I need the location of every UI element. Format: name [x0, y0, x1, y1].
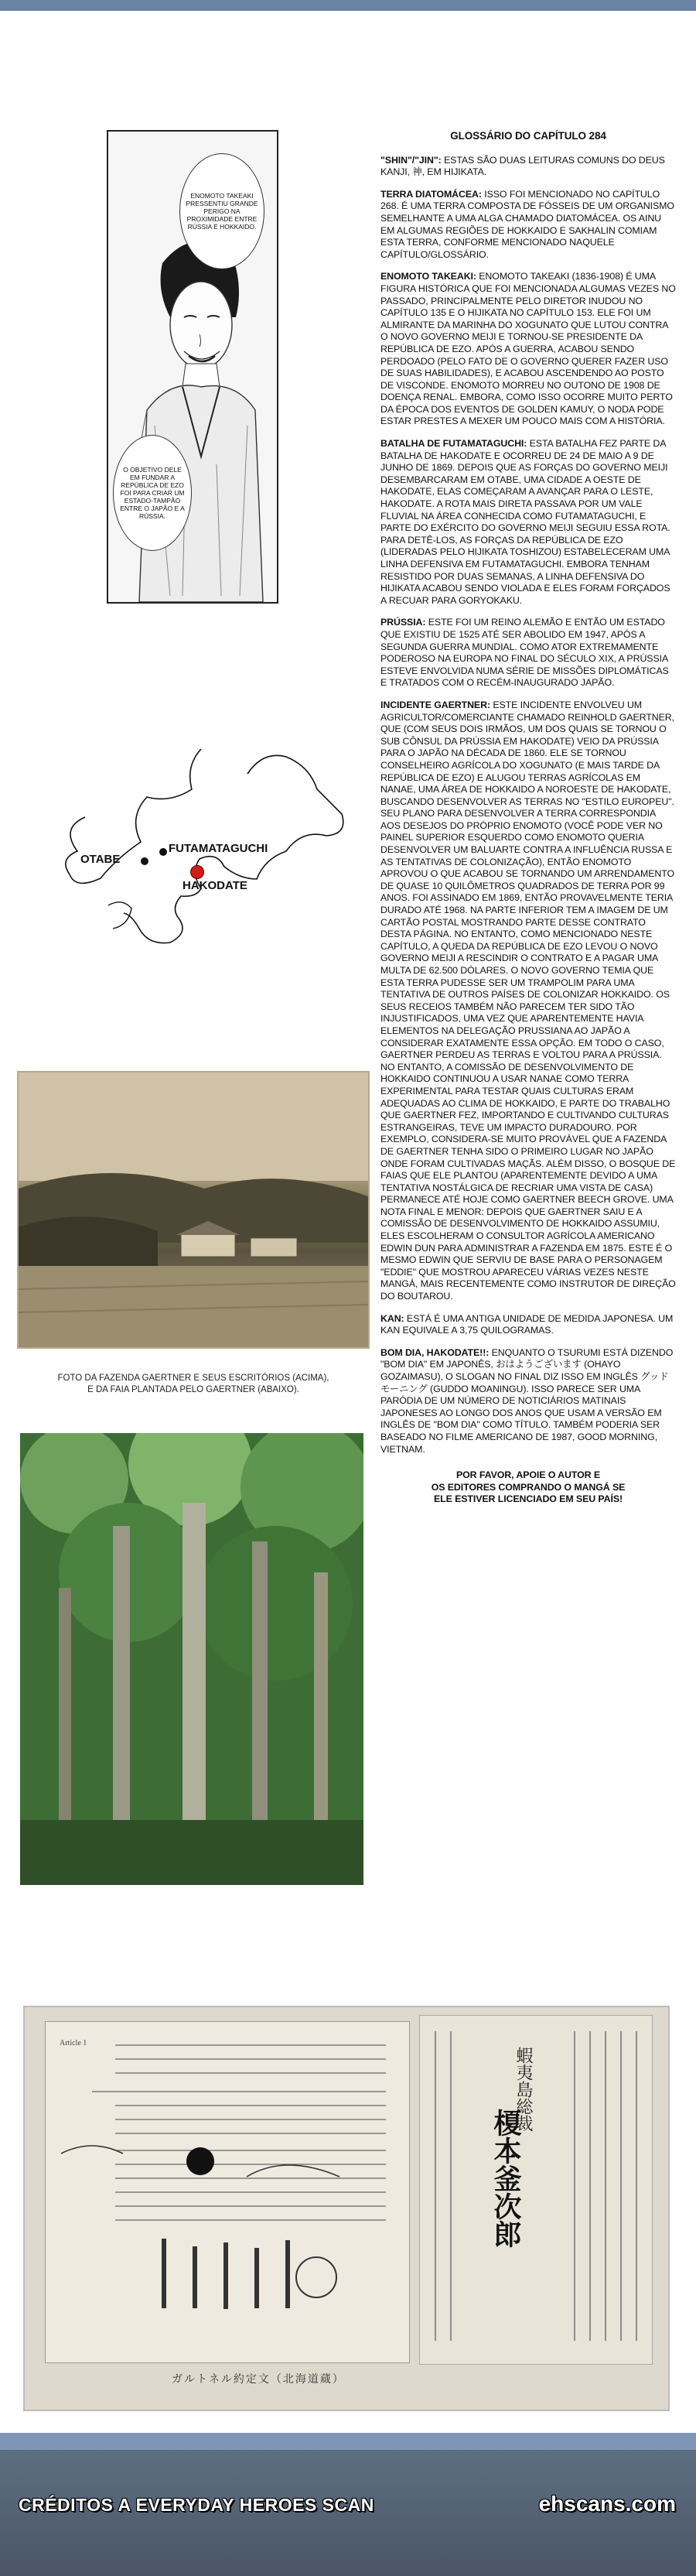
marker-otabe	[141, 857, 148, 865]
glossary-entry	[380, 189, 676, 262]
marker-futamataguchi	[159, 848, 167, 856]
entry-term: ENOMOTO TAKEAKI:	[380, 271, 476, 282]
entry-term: INCIDENTE GAERTNER:	[380, 699, 490, 710]
entry-text: ENOMOTO TAKEAKI (1836-1908) É UMA FIGURA HISTÓRICA QUE FOI MENCIONADA ALGUMAS VEZES NO PASSADO, PRINCIPALMENTE PELO DIRETOR INUDOU NO CAPÍTULO 135 E O HIJIKATA NO CAPÍTULO 153. ELE FOI UM ALMIRANTE DA MARINHA DO XOGUNATO QUE LUTOU CONTRA O NOVO GOVERNO MEIJI E TORNOU-SE PRESIDENTE DA REPÚBLICA DE EZO. APÓS A GUERRA, ACABOU SENDO PERDOADO (PELO FATO DE O GOVERNO QUERER FAZER USO DE SUAS HABILIDADES), E ACABOU ASCENDENDO AO POSTO DE VISCONDE. ENOMOTO MORREU NO OUTONO DE 1908 DE DOENÇA RENAL. EMBORA, COMO ISSO OCORRE MUITO PERTO DA ÉPOCA DOS EVENTOS DE GOLDEN KAMUY, O NODA PODE ESTAR PRESTES A MEXER UM POUCO MAIS COM A HISTÓRIA.	[380, 271, 676, 427]
glossary-entry	[380, 1347, 676, 1456]
entry-text: ENQUANTO O TSURUMI ESTÁ DIZENDO "BOM DIA" EM JAPONÊS, おはようございます (OHAYO GOZAIMASU), O SLOGAN NO FINAL DIZ ISSO EM INGLÊS グッドモーニング (GUDDO MOANINGU). ISSO PARECE SER UMA PARÓDIA DE UM NÚMERO DE NOTICIÁRIOS MATINAIS JAPONESES AO LONGO DOS ANOS QUE USAM A VERSÃO EM INGLÊS DE "BOM DIA" COMO TÍTULO. TAMBÉM PODERIA SER BASEADO NO FILME AMERICANO DE 1987, GOOD MORNING, VIETNAM.	[380, 1346, 674, 1455]
glossary-entry	[380, 271, 676, 428]
speech-bubble-bottom: O OBJETIVO DELE EM FUNDAR A REPÚBLICA DE EZO FOI PARA CRIAR UM ESTADO-TAMPÃO ENTRE O JAPÃO E A RÚSSIA.	[113, 435, 192, 551]
entry-term: TERRA DIATOMÁCEA:	[380, 188, 482, 200]
top-bar	[0, 0, 696, 11]
entry-text: ESTA BATALHA FEZ PARTE DA BATALHA DE HAKODATE E OCORREU DE 24 DE MAIO A 9 DE JUNHO DE 1869. DEPOIS QUE AS FORÇAS DO GOVERNO MEIJI DESEMBARCARAM EM OTABE, UMA CIDADE A OESTE DE HAKODATE, ELAS COMEÇARAM A AVANÇAR PARA O LESTE, HAKODATE. A ROTA MAIS DIRETA PASSAVA POR UM VALE FLUVIAL NA ÁREA CONHECIDA COMO FUTAMATAGUCHI, E PARTE DO EXÉRCITO DO GOVERNO MEIJI SEGUIU ESSA ROTA. PARA DETÊ-LOS, AS FORÇAS DA REPÚBLICA DE EZO (LIDERADAS PELO HIJIKATA TOSHIZOU) ESTABELECERAM UMA LINHA DEFENSIVA EM FUTAMATAGUCHI. EMBORA TENHAM RESISTIDO POR DUAS SEMANAS, A LINHA DEFENSIVA DO HIJIKATA ACABOU SENDO VIOLADA E ELES FORAM FORÇADOS A RECUAR PARA GORYOKAKU.	[380, 438, 670, 606]
appeal-line: POR FAVOR, APOIE O AUTOR E	[455, 1469, 601, 1481]
entry-term: BATALHA DE FUTAMATAGUCHI:	[380, 438, 527, 450]
entry-term: "SHIN"/"JIN":	[380, 154, 442, 166]
photo-caption	[31, 1373, 356, 1396]
signatory-name: 榎本釜次郎	[490, 2109, 522, 2248]
glossary-entry	[380, 438, 676, 607]
beech-grove-photo	[20, 1433, 363, 1885]
gaertner-contract-postcard	[23, 2006, 670, 2411]
hakodate-map	[54, 743, 356, 975]
glossary-entry	[380, 617, 676, 689]
entry-text: ESTAS SÃO DUAS LEITURAS COMUNS DO DEUS KANJI, 神, EM HIJIKATA.	[380, 154, 665, 178]
glossary-text	[380, 130, 676, 1506]
entry-text: ISSO FOI MENCIONADO NO CAPÍTULO 268. É UMA TERRA COMPOSTA DE FÓSSEIS DE UM ORGANISMO SEMELHANTE A UMA ALGA CHAMADO DIATOMÁCEA. OS AINU EM ALGUMAS REGIÕES DE HOKKAIDO E SAKHALIN COMIAM ESTA TERRA, CONFORME MENCIONADO NAQUELE CAPÍTULO/GLOSSÁRIO.	[380, 188, 674, 260]
appeal-line: OS EDITORES COMPRANDO O MANGÁ SE	[431, 1481, 626, 1493]
entry-term: KAN:	[380, 1312, 404, 1324]
caption-line-2: E DA FAIA PLANTADA PELO GAERTNER (ABAIXO).	[87, 1385, 299, 1394]
glossary-entry	[380, 700, 676, 1303]
entry-text: ESTÁ É UMA ANTIGA UNIDADE DE MEDIDA JAPONESA. UM KAN EQUIVALE A 3,75 QUILOGRAMAS.	[380, 1312, 674, 1336]
contract-japanese-page	[419, 2015, 653, 2365]
speech-bubble-top: ENOMOTO TAKEAKI PRESSENTIU GRANDE PERIGO NA PROXIMIDADE ENTRE RÚSSIA E HOKKAIDO.	[179, 153, 264, 269]
label-futamataguchi: FUTAMATAGUCHI	[169, 842, 268, 855]
contract-english-page	[45, 2021, 410, 2363]
glossary-entry	[380, 1313, 676, 1337]
entry-text: ESTE FOI UM REINO ALEMÃO E ENTÃO UM ESTADO QUE EXISTIU DE 1525 ATÉ SER ABOLIDO EM 1947, APÓS A SEGUNDA GUERRA MUNDIAL. COMO ATOR EXTREMAMENTE PODEROSO NA EUROPA NO FINAL DO SÉCULO XIX, A PRÚSSIA ESTEVE ENVOLVIDA NUMA SÉRIE DE MISSÕES DIPLOMÁTICAS E TRATADOS COM O RECÉM-INAUGURADO JAPÃO.	[380, 617, 669, 689]
glossary-page	[0, 11, 696, 2433]
postcard-caption: ガルトネル約定文（北海道蔵）	[172, 2372, 345, 2385]
marker-hakodate	[190, 865, 204, 879]
support-appeal	[380, 1469, 676, 1506]
label-hakodate: HAKODATE	[183, 879, 247, 892]
credits-text: CRÉDITOS A EVERYDAY HEROES SCAN	[19, 2495, 374, 2515]
scanlation-footer	[0, 2450, 696, 2576]
glossary-entry	[380, 155, 676, 179]
site-link[interactable]: ehscans.com	[538, 2492, 676, 2516]
entry-term: PRÚSSIA:	[380, 617, 426, 628]
entry-text: ESTE INCIDENTE ENVOLVEU UM AGRICULTOR/COMERCIANTE CHAMADO REINHOLD GAERTNER, QUE (COM SEUS DOIS IRMÃOS, UM DOS QUAIS SE TORNOU O SUB CÔNSUL DA PRÚSSIA EM HAKODATE) VEIO DA PRÚSSIA PARA O JAPÃO NA DÉCADA DE 1860. ELE SE TORNOU CONSELHEIRO AGRÍCOLA DO XOGUNATO (E MAIS TARDE DA REPÚBLICA DE EZO) E ALUGOU TERRAS AGRÍCOLAS EM NANAE, UMA ÁREA DE HOKKAIDO A NOROESTE DE HAKODATE, BUSCANDO DESENVOLVER AS TERRAS NO "ESTILO EUROPEU". SEU PLANO PARA DESENVOLVER A TERRA CORRESPONDIA AOS DESEJOS DO PRÓPRIO ENOMOTO (VOCÊ PODE VER NO PAINEL SUPERIOR ESQUERDO COMO ENOMOTO QUERIA DESENVOLVER UM BALUARTE CONTRA A INFLUÊNCIA RUSSA E AS TENTATIVAS DE COLONIZAÇÃO), ENTÃO ENOMOTO APROVOU O QUE ACABOU SE TORNANDO UM ARRENDAMENTO DE QUASE 10 QUILÔMETROS QUADRADOS DE TERRA POR 99 ANOS. FOI ASSINADO EM 1869, ENTÃO PROVAVELMENTE TERIA DURADO ATÉ 1968. NA PARTE INFERIOR TEM A IMAGEM DE UM CARTÃO POSTAL MOSTRANDO PARTE DESSE CONTRATO DESTA PÁGINA. NO ENTANTO, COMO MENCIONADO NESTE CAPÍTULO, A QUEDA DA REPÚBLICA DE EZO LEVOU O NOVO GOVERNO MEIJI A RESCINDIR O CONTRATO E A PAGAR UMA MULTA DE 62.500 DÓLARES. O NOVO GOVERNO TEMIA QUE ESTA TERRA PUDESSE SER UM TRAMPOLIM PARA UMA TENTATIVA DE OUTROS PAÍSES DE COLONIZAR HOKKAIDO. OS SEUS RECEIOS TAMBÉM NÃO PARECEM TER SIDO TÃO INJUSTIFICADOS, UMA VEZ QUE APARENTEMENTE HAVIA ELEMENTOS NA DELEGAÇÃO PRUSSIANA AO JAPÃO A CONSIDERAR EXATAMENTE ESSA OPÇÃO. EM TODO O CASO, GAERTNER PERDEU AS TERRAS E VOLTOU PARA A PRÚSSIA. NO ENTANTO, A COMISSÃO DE DESENVOLVIMENTO DE HOKKAIDO CONTINUOU A USAR NANAE COMO TERRA EXPERIMENTAL PARA TESTAR QUAIS CULTURAS ERAM ADEQUADAS AO CLIMA DE HOKKAIDO, E PARTE DO TRABALHO QUE GAERTNER FEZ, IMPORTANDO E CULTIVANDO CULTURAS ESTRANGEIRAS, TEVE UM IMPACTO DURADOURO. POR EXEMPLO, CONSIDERA-SE MUITO PROVÁVEL QUE A FAZENDA DE GAERTNER TENHA SIDO O PRIMEIRO LUGAR NO JAPÃO ONDE FORAM CULTIVADAS MAÇÃS. ALÉM DISSO, O BOSQUE DE FAIAS QUE ELE PLANTOU (APARENTEMENTE DEVIDO A UMA TENTATIVA NOSTÁLGICA DE RECRIAR UMA VISTA DE CASA) PERMANECE ATÉ HOJE COMO GAERTNER BEECH GROVE. UMA NOTA FINAL E MENOR: DEPOIS QUE GAERTNER SAIU E A COMISSÃO DE DESENVOLVIMENTO DE HOKKAIDO ASSUMIU, ELES ESCOLHERAM O CONSULTOR AGRÍCOLA AMERICANO EDWIN DUN PARA ADMINISTRAR A FAZENDA EM 1875. ESTE É O MESMO EDWIN QUE SERVIU DE BASE PARA O PERSONAGEM "EDDIE" QUE MOSTROU APARECEU VÁRIAS VEZES NESTE MANGÁ, MAIS RECENTEMENTE COMO INSTRUTOR DE DIREÇÃO DO BOUTAROU.	[380, 699, 676, 1302]
manga-panel-enomoto	[107, 130, 278, 604]
entry-term: BOM DIA, HAKODATE!!:	[380, 1346, 490, 1358]
signatory-title: 蝦夷島総裁	[513, 2047, 533, 2132]
contract-article-line: Article 1	[60, 2039, 87, 2047]
appeal-line: ELE ESTIVER LICENCIADO EM SEU PAÍS!	[433, 1493, 623, 1505]
gaertner-farm-photo	[17, 1071, 370, 1349]
glossary-title: GLOSSÁRIO DO CAPÍTULO 284	[450, 130, 606, 142]
label-otabe: OTABE	[80, 853, 121, 866]
caption-line-1: FOTO DA FAZENDA GAERTNER E SEUS ESCRITÓRIOS (ACIMA),	[57, 1374, 329, 1383]
footer-stripe	[0, 2433, 696, 2450]
